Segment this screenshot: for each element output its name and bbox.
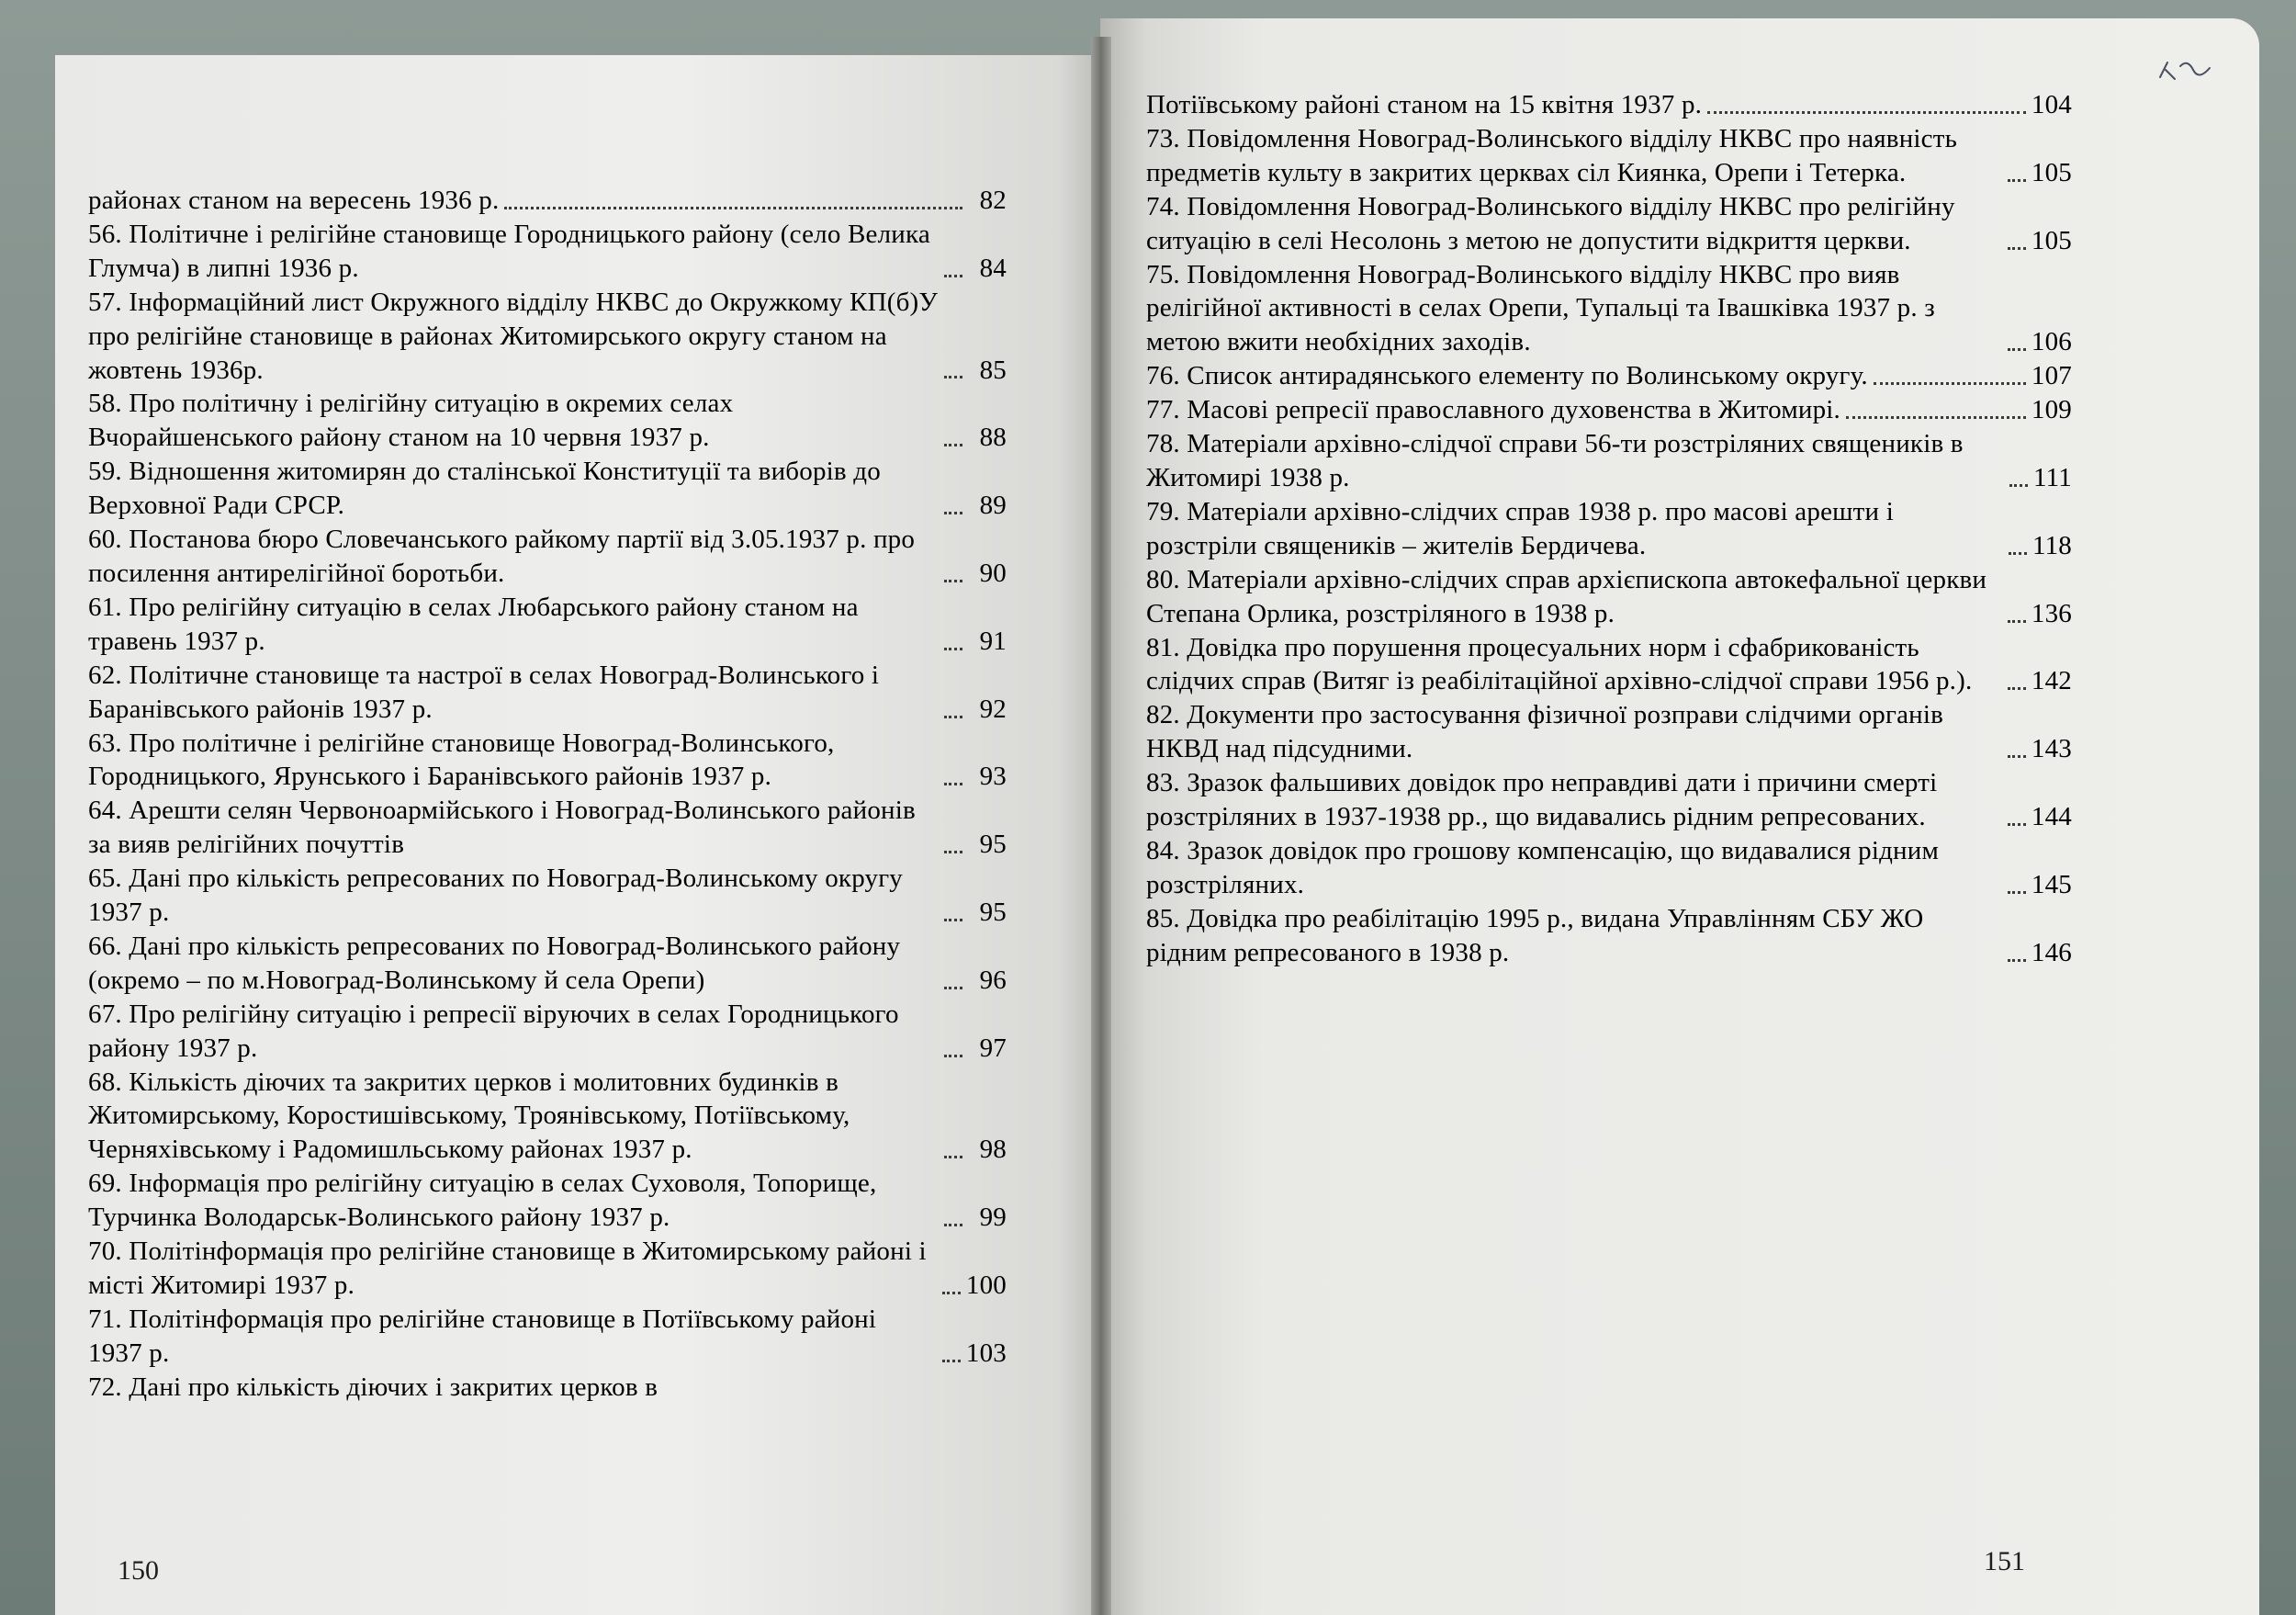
toc-entry-title: 65. Дані про кількість репресованих по Новоград-Волинському округу 1937 р. bbox=[88, 864, 904, 928]
dot-leader bbox=[2008, 687, 2026, 690]
toc-entry-page: 118 bbox=[2032, 530, 2072, 560]
dot-leader bbox=[944, 376, 962, 378]
toc-entry-title: 82. Документи про застосування фізичної розправи слідчими органів НКВД над підсудними. bbox=[1146, 700, 1944, 764]
toc-entry-title: 61. Про релігійну ситуацію в селах Любарського району станом на травень 1937 р. bbox=[88, 592, 859, 656]
toc-entry-page: 103 bbox=[965, 1338, 1007, 1368]
toc-entry-page: 143 bbox=[2031, 734, 2072, 764]
toc-entry-page: 100 bbox=[965, 1271, 1007, 1300]
toc-entry-page: 98 bbox=[979, 1135, 1007, 1165]
dot-leader bbox=[2008, 620, 2026, 623]
toc-entry-page: 91 bbox=[979, 626, 1007, 656]
toc-entry bbox=[1146, 631, 2072, 699]
toc-entry-page: 92 bbox=[979, 694, 1007, 724]
toc-entry bbox=[1146, 393, 2072, 427]
toc-entry bbox=[1146, 190, 2072, 258]
toc-entry-page: 145 bbox=[2031, 869, 2072, 899]
toc-entry-title: 84. Зразок довідок про грошову компенсацію, що видавалися рідним розстріляних. bbox=[1146, 835, 1940, 899]
dot-leader bbox=[944, 716, 962, 718]
toc-entry-title: 77. Масові репресії православного духовенства в Житомирі. bbox=[1146, 395, 1841, 425]
toc-entry-title: 62. Політичне становище та настрої в селах Новоград-Волинського і Баранівського районів 1937 р. bbox=[88, 660, 880, 724]
toc-entry bbox=[88, 998, 1007, 1066]
toc-entry bbox=[1146, 258, 2072, 360]
toc-entry bbox=[1146, 122, 2072, 190]
dot-leader bbox=[1846, 416, 2026, 419]
dot-leader bbox=[944, 1055, 962, 1057]
dot-leader bbox=[504, 207, 962, 209]
toc-entry-page: 105 bbox=[2031, 225, 2072, 255]
toc-entry bbox=[88, 862, 1007, 930]
toc-entry bbox=[88, 455, 1007, 523]
toc-entry-title: 60. Постанова бюро Словечанського райкому партії від 3.05.1937 р. про посилення антирелігійної боротьби. bbox=[88, 525, 916, 588]
toc-entry-title: 85. Довідка про реабілітацію 1995 р., видана Управлінням СБУ ЖО рідним репресованого в 1938 р. bbox=[1146, 903, 1924, 967]
dot-leader bbox=[944, 919, 962, 921]
toc-entry-title: 72. Дані про кількість діючих і закритих церков в bbox=[88, 1372, 658, 1402]
toc-entry-title: 78. Матеріали архівно-слідчої справи 56-ти розстріляних священиків в Житомирі 1938 р. bbox=[1146, 429, 1964, 492]
toc-entry-title: 58. Про політичну і релігійну ситуацію в окремих селах Вчорайшенського району станом на 10 червня 1937 р. bbox=[88, 389, 734, 453]
toc-entry-title: 57. Інформаційний лист Окружного відділу НКВС до Окружкому КП(б)У про релігійне становище в районах Житомирського округу станом на жовтень 1936р. bbox=[88, 287, 939, 385]
toc-entry-page: 111 bbox=[2033, 462, 2072, 492]
toc-entry bbox=[1146, 834, 2072, 902]
dot-leader bbox=[944, 275, 962, 277]
toc-entry bbox=[88, 1066, 1007, 1168]
dot-leader bbox=[2008, 348, 2026, 351]
toc-entry bbox=[1146, 495, 2072, 563]
dot-leader bbox=[2008, 179, 2026, 182]
toc-entry bbox=[88, 387, 1007, 455]
dot-leader bbox=[944, 580, 962, 582]
toc-entry-title: 69. Інформація про релігійну ситуацію в селах Суховоля, Топорище, Турчинка Володарськ-Волинського району 1937 р. bbox=[88, 1169, 877, 1233]
toc-entry-title: 63. Про політичне і релігійне становище Новоград-Волинського, Городницького, Ярунського і Баранівського районів 1937 р. bbox=[88, 728, 835, 792]
dot-leader bbox=[2008, 247, 2026, 250]
toc-entry-page: 146 bbox=[2031, 937, 2072, 967]
toc-entry-title: 75. Повідомлення Новоград-Волинського відділу НКВС про вияв релігійної активності в селах Орепи, Тупальці та Івашківка 1937 р. з метою вжити необхідних заходів. bbox=[1146, 259, 1935, 357]
toc-entry bbox=[1146, 88, 2072, 122]
toc-entry-title: Потіївському районі станом на 15 квітня 1937 р. bbox=[1146, 90, 1703, 119]
toc-entry-page: 95 bbox=[979, 898, 1007, 928]
toc-entry bbox=[88, 1167, 1007, 1235]
toc-entry bbox=[88, 930, 1007, 998]
toc-entry bbox=[1146, 563, 2072, 631]
dot-leader bbox=[1874, 382, 2026, 385]
dot-leader bbox=[2008, 959, 2026, 962]
toc-entry bbox=[1146, 766, 2072, 834]
toc-entry-page: 95 bbox=[979, 830, 1007, 860]
toc-entry bbox=[88, 218, 1007, 286]
toc-entry-page: 84 bbox=[979, 253, 1007, 283]
left-page-number: 150 bbox=[118, 1555, 159, 1586]
toc-entry-page: 104 bbox=[2031, 90, 2072, 119]
toc-entry-page: 99 bbox=[979, 1203, 1007, 1233]
toc-entry-title: 56. Політичне і релігійне становище Городницького району (село Велика Глумча) в липні 1936 р. bbox=[88, 219, 930, 283]
toc-entry bbox=[88, 1303, 1007, 1371]
toc-entry-page: 85 bbox=[979, 355, 1007, 385]
toc-entry bbox=[88, 286, 1007, 388]
dot-leader bbox=[944, 783, 962, 785]
toc-entry-page: 97 bbox=[979, 1033, 1007, 1063]
toc-entry-title: 59. Відношення житомирян до сталінської Конституції та виборів до Верховної Ради СРСР. bbox=[88, 457, 881, 521]
toc-entry-page: 96 bbox=[979, 965, 1007, 995]
pencil-mark-icon bbox=[2156, 57, 2215, 85]
dot-leader bbox=[944, 444, 962, 446]
toc-entry bbox=[1146, 359, 2072, 393]
toc-entry-title: 66. Дані про кількість репресованих по Новоград-Волинського району (окремо – по м.Новоград-Волинському й села Орепи) bbox=[88, 931, 901, 995]
toc-entry-page: 144 bbox=[2031, 802, 2072, 832]
toc-entry bbox=[88, 794, 1007, 862]
right-page-number: 151 bbox=[1984, 1546, 2025, 1576]
toc-entry bbox=[88, 727, 1007, 795]
toc-entry-title: 79. Матеріали архівно-слідчих справ 1938 р. про масові арешти і розстріли священиків – жителів Бердичева. bbox=[1146, 496, 1894, 560]
toc-entry bbox=[88, 659, 1007, 727]
toc-entry-title: 70. Політінформація про релігійне становище в Житомирському районі і місті Житомирі 1937 р. bbox=[88, 1237, 927, 1300]
toc-entry bbox=[1146, 698, 2072, 766]
toc-entry-page: 82 bbox=[979, 186, 1007, 215]
right-contents-list bbox=[1146, 88, 2072, 970]
toc-entry-title: 74. Повідомлення Новоград-Волинського відділу НКВС про релігійну ситуацію в селі Несолонь з метою не допустити відкриття церкви. bbox=[1146, 191, 1955, 255]
dot-leader bbox=[944, 1156, 962, 1158]
dot-leader bbox=[2008, 755, 2026, 758]
toc-entry-page: 109 bbox=[2031, 395, 2072, 425]
toc-entry-page: 88 bbox=[979, 423, 1007, 453]
dot-leader bbox=[2009, 552, 2027, 555]
dot-leader bbox=[2008, 823, 2026, 826]
dot-leader bbox=[944, 648, 962, 650]
dot-leader bbox=[944, 987, 962, 989]
toc-entry bbox=[1146, 427, 2072, 495]
toc-entry-page: 89 bbox=[979, 491, 1007, 521]
toc-entry-title: 73. Повідомлення Новоград-Волинського відділу НКВС про наявність предметів культу в закритих церквах сіл Киянка, Орепи і Тетерка. bbox=[1146, 123, 1958, 187]
toc-entry-page: 90 bbox=[979, 558, 1007, 588]
toc-entry-page: 142 bbox=[2031, 666, 2072, 696]
toc-entry-title: 80. Матеріали архівно-слідчих справ архієпископа автокефальної церкви Степана Орлика, розстріляного в 1938 р. bbox=[1146, 564, 1987, 628]
toc-entry-page: 93 bbox=[979, 762, 1007, 792]
dot-leader bbox=[2008, 891, 2026, 894]
toc-entry-page: 136 bbox=[2031, 598, 2072, 628]
toc-entry bbox=[88, 1235, 1007, 1303]
toc-entry-title: 81. Довідка про порушення процесуальних норм і сфабрикованість слідчих справ (Витяг із реабілітаційної архівно-слідчої справи 1956 р.). bbox=[1146, 632, 1973, 696]
dot-leader bbox=[1707, 111, 2026, 114]
toc-entry-title: 68. Кількість діючих та закритих церков і молитовних будинків в Житомирському, Коростишівському, Троянівському, Потіївському, Черняхівському і Радомишльському районах 1937 р. bbox=[88, 1067, 850, 1165]
toc-entry-page: 107 bbox=[2031, 361, 2072, 391]
dot-leader bbox=[944, 512, 962, 514]
toc-entry bbox=[1146, 902, 2072, 970]
dot-leader bbox=[944, 851, 962, 853]
toc-entry bbox=[88, 591, 1007, 659]
toc-entry bbox=[88, 523, 1007, 591]
dot-leader bbox=[942, 1292, 961, 1294]
toc-entry-title: 71. Політінформація про релігійне становище в Потіївському районі 1937 р. bbox=[88, 1304, 877, 1368]
toc-entry-page: 105 bbox=[2031, 157, 2072, 187]
dot-leader bbox=[944, 1224, 962, 1226]
toc-entry bbox=[88, 184, 1007, 218]
dot-leader bbox=[2009, 484, 2028, 487]
toc-entry-title: 64. Арешти селян Червоноармійського і Новоград-Волинського районів за вияв релігійних почуттів bbox=[88, 796, 916, 860]
toc-entry-title: районах станом на вересень 1936 р. bbox=[88, 186, 500, 215]
dot-leader bbox=[942, 1360, 961, 1362]
book-spine bbox=[1091, 37, 1111, 1615]
toc-entry bbox=[88, 1371, 1007, 1405]
toc-entry-title: 67. Про релігійну ситуацію і репресії віруючих в селах Городницького району 1937 р. bbox=[88, 999, 899, 1063]
toc-entry-title: 83. Зразок фальшивих довідок про неправдиві дати і причини смерті розстріляних в 1937-1938 рр., що видавались рідним репресованих. bbox=[1146, 768, 1938, 832]
left-contents-list bbox=[88, 184, 1007, 1405]
toc-entry-title: 76. Список антирадянського елементу по Волинському округу. bbox=[1146, 361, 1868, 391]
toc-entry-page: 106 bbox=[2031, 327, 2072, 357]
